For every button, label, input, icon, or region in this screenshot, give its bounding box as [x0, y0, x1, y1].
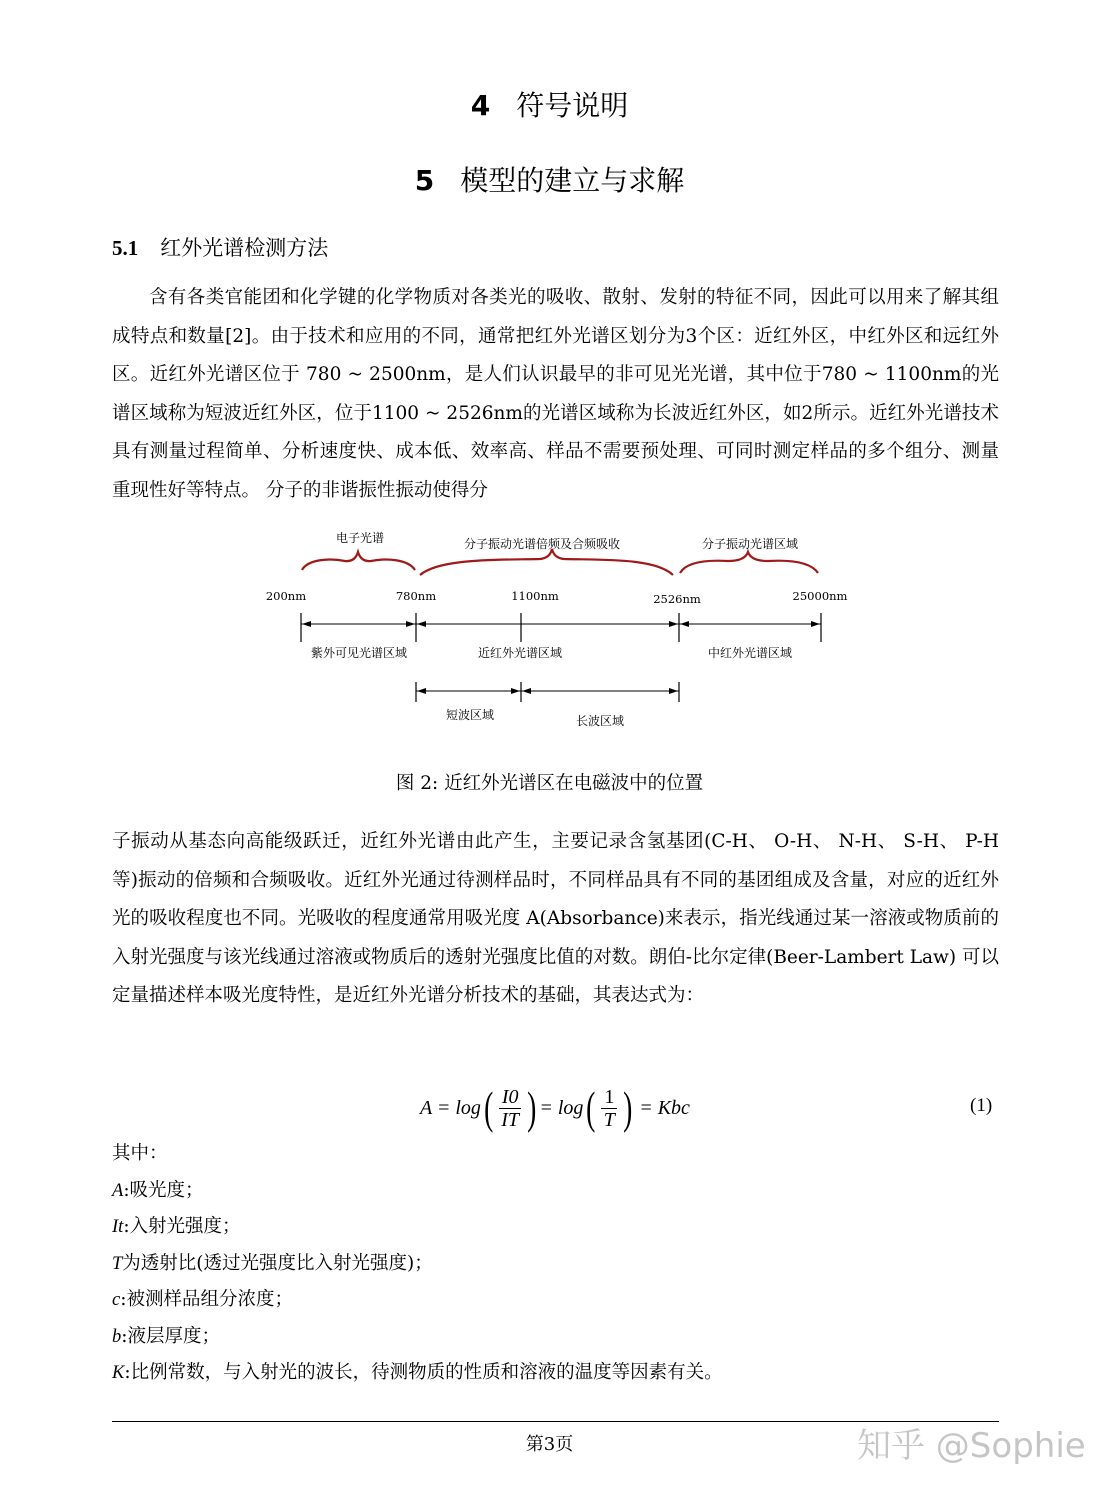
tick-label-25000: 25000nm — [792, 589, 848, 603]
brace-label-vibration: 分子振动光谱区域 — [701, 537, 799, 551]
section-number: 5 — [414, 164, 435, 197]
page-number: 第3页 — [525, 1434, 574, 1455]
subsection-5-1-heading — [112, 232, 328, 262]
definitions-list — [112, 1136, 723, 1392]
eq-frac2-den: T — [603, 1108, 615, 1131]
section-5-heading — [0, 159, 1099, 199]
tick-label-200: 200nm — [265, 589, 307, 603]
brace-vibration — [680, 552, 818, 573]
equation-1: A = log ( $\frac{I0}{IT}$ ) = log ( $\frac{1}{T}$ ) = Kbc (1) — [420, 1082, 993, 1133]
region-label-mir: 中红外光谱区域 — [707, 646, 793, 660]
def-item: K:比例常数，与入射光的波长，待测物质的性质和溶液的温度等因素有关。 — [112, 1362, 723, 1383]
figure-caption: 图 2: 近红外光谱区在电磁波中的位置 — [395, 773, 704, 794]
eq-lhs: A = log — [420, 1096, 481, 1119]
region-label-nir: 近红外光谱区域 — [477, 646, 563, 660]
eq-frac2-num: 1 — [601, 1086, 617, 1109]
def-item: It:入射光强度； — [112, 1216, 241, 1237]
paragraph-1: 含有各类官能团和化学键的化学物质对各类光的吸收、散射、发射的特征不同，因此可以用来了解其组成特点和数量[2]。由于技术和应用的不同，通常把红外光谱区划分为3个区：近红外区，中红外区和远红外区。近红外光谱区位于 780 ~ 2500nm，是人们认识最早的非可见光光谱，其中位于780 ~ 1100nm的光谱区域称为短波近红外区，位于1100 ~ 2526nm的光谱区域称为长波近红外区，如2所示。近红外光谱技术具有测量过程简单、分析速度快、成本低、效率高、样品不需要预处理、可同时测定样品的多个组分、测量重现性好等特点。 分子的非谐振性振动使得分 — [112, 287, 999, 501]
defs-intro: 其中： — [112, 1143, 168, 1164]
section-title: 模型的建立与求解 — [460, 164, 685, 197]
def-item: c:被测样品组分浓度； — [112, 1289, 293, 1310]
def-item: b:液层厚度； — [112, 1325, 220, 1347]
sub-label-short: 短波区域 — [445, 708, 495, 722]
tick-label-780: 780nm — [395, 589, 437, 603]
section-title: 符号说明 — [516, 89, 629, 122]
region-label-uv-vis: 紫外可见光谱区域 — [310, 646, 408, 660]
eq-frac1-num: I0 — [499, 1086, 522, 1109]
paragraph-2: 子振动从基态向高能级跃迁，近红外光谱由此产生，主要记录含氢基团(C-H、 O-H、 N-H、 S-H、 P-H 等)振动的倍频和合频吸收。近红外光通过待测样品时，不同样品具有不同的基团组成及含量，对应的近红外光的吸收程度也不同。光吸收的程度通常用吸光度 A(Absorbance)来表示，指光线通过某一溶液或物质前的入射光强度与该光线通过溶液或物质后的透射光强度比值的对数。朗伯-比尔定律(Beer-Lambert Law) 可以定量描述样本吸光度特性，是近红外光谱分析技术的基础，其表达式为： — [112, 831, 999, 1006]
section-number: 4 — [470, 89, 491, 122]
eq-mid: = log — [539, 1096, 584, 1119]
brace-overtone — [420, 549, 673, 575]
brace-label-electronic: 电子光谱 — [335, 531, 385, 545]
def-item: T为透射比(透过光强度比入射光强度)； — [112, 1252, 433, 1274]
subsection-number: 5.1 — [112, 236, 139, 260]
subsection-title: 红外光谱检测方法 — [160, 236, 329, 260]
eq-fraction-2 — [601, 1086, 618, 1131]
brace-label-overtone: 分子振动光谱倍频及合频吸收 — [463, 537, 621, 551]
eq-frac1-den: IT — [501, 1108, 520, 1131]
eq-fraction-1 — [498, 1086, 522, 1131]
sub-label-long: 长波区域 — [575, 714, 625, 728]
tick-label-1100: 1100nm — [511, 589, 559, 603]
brace-electronic — [302, 552, 415, 570]
def-item: A:吸光度； — [112, 1179, 204, 1201]
eq-rhs: = Kbc — [639, 1096, 690, 1119]
spectrum-figure — [250, 525, 870, 740]
watermark: 知乎 @Sophie — [857, 1426, 1086, 1466]
tick-label-2526: 2526nm — [653, 592, 701, 606]
section-4-heading — [0, 84, 1099, 124]
equation-number: (1) — [970, 1095, 993, 1116]
